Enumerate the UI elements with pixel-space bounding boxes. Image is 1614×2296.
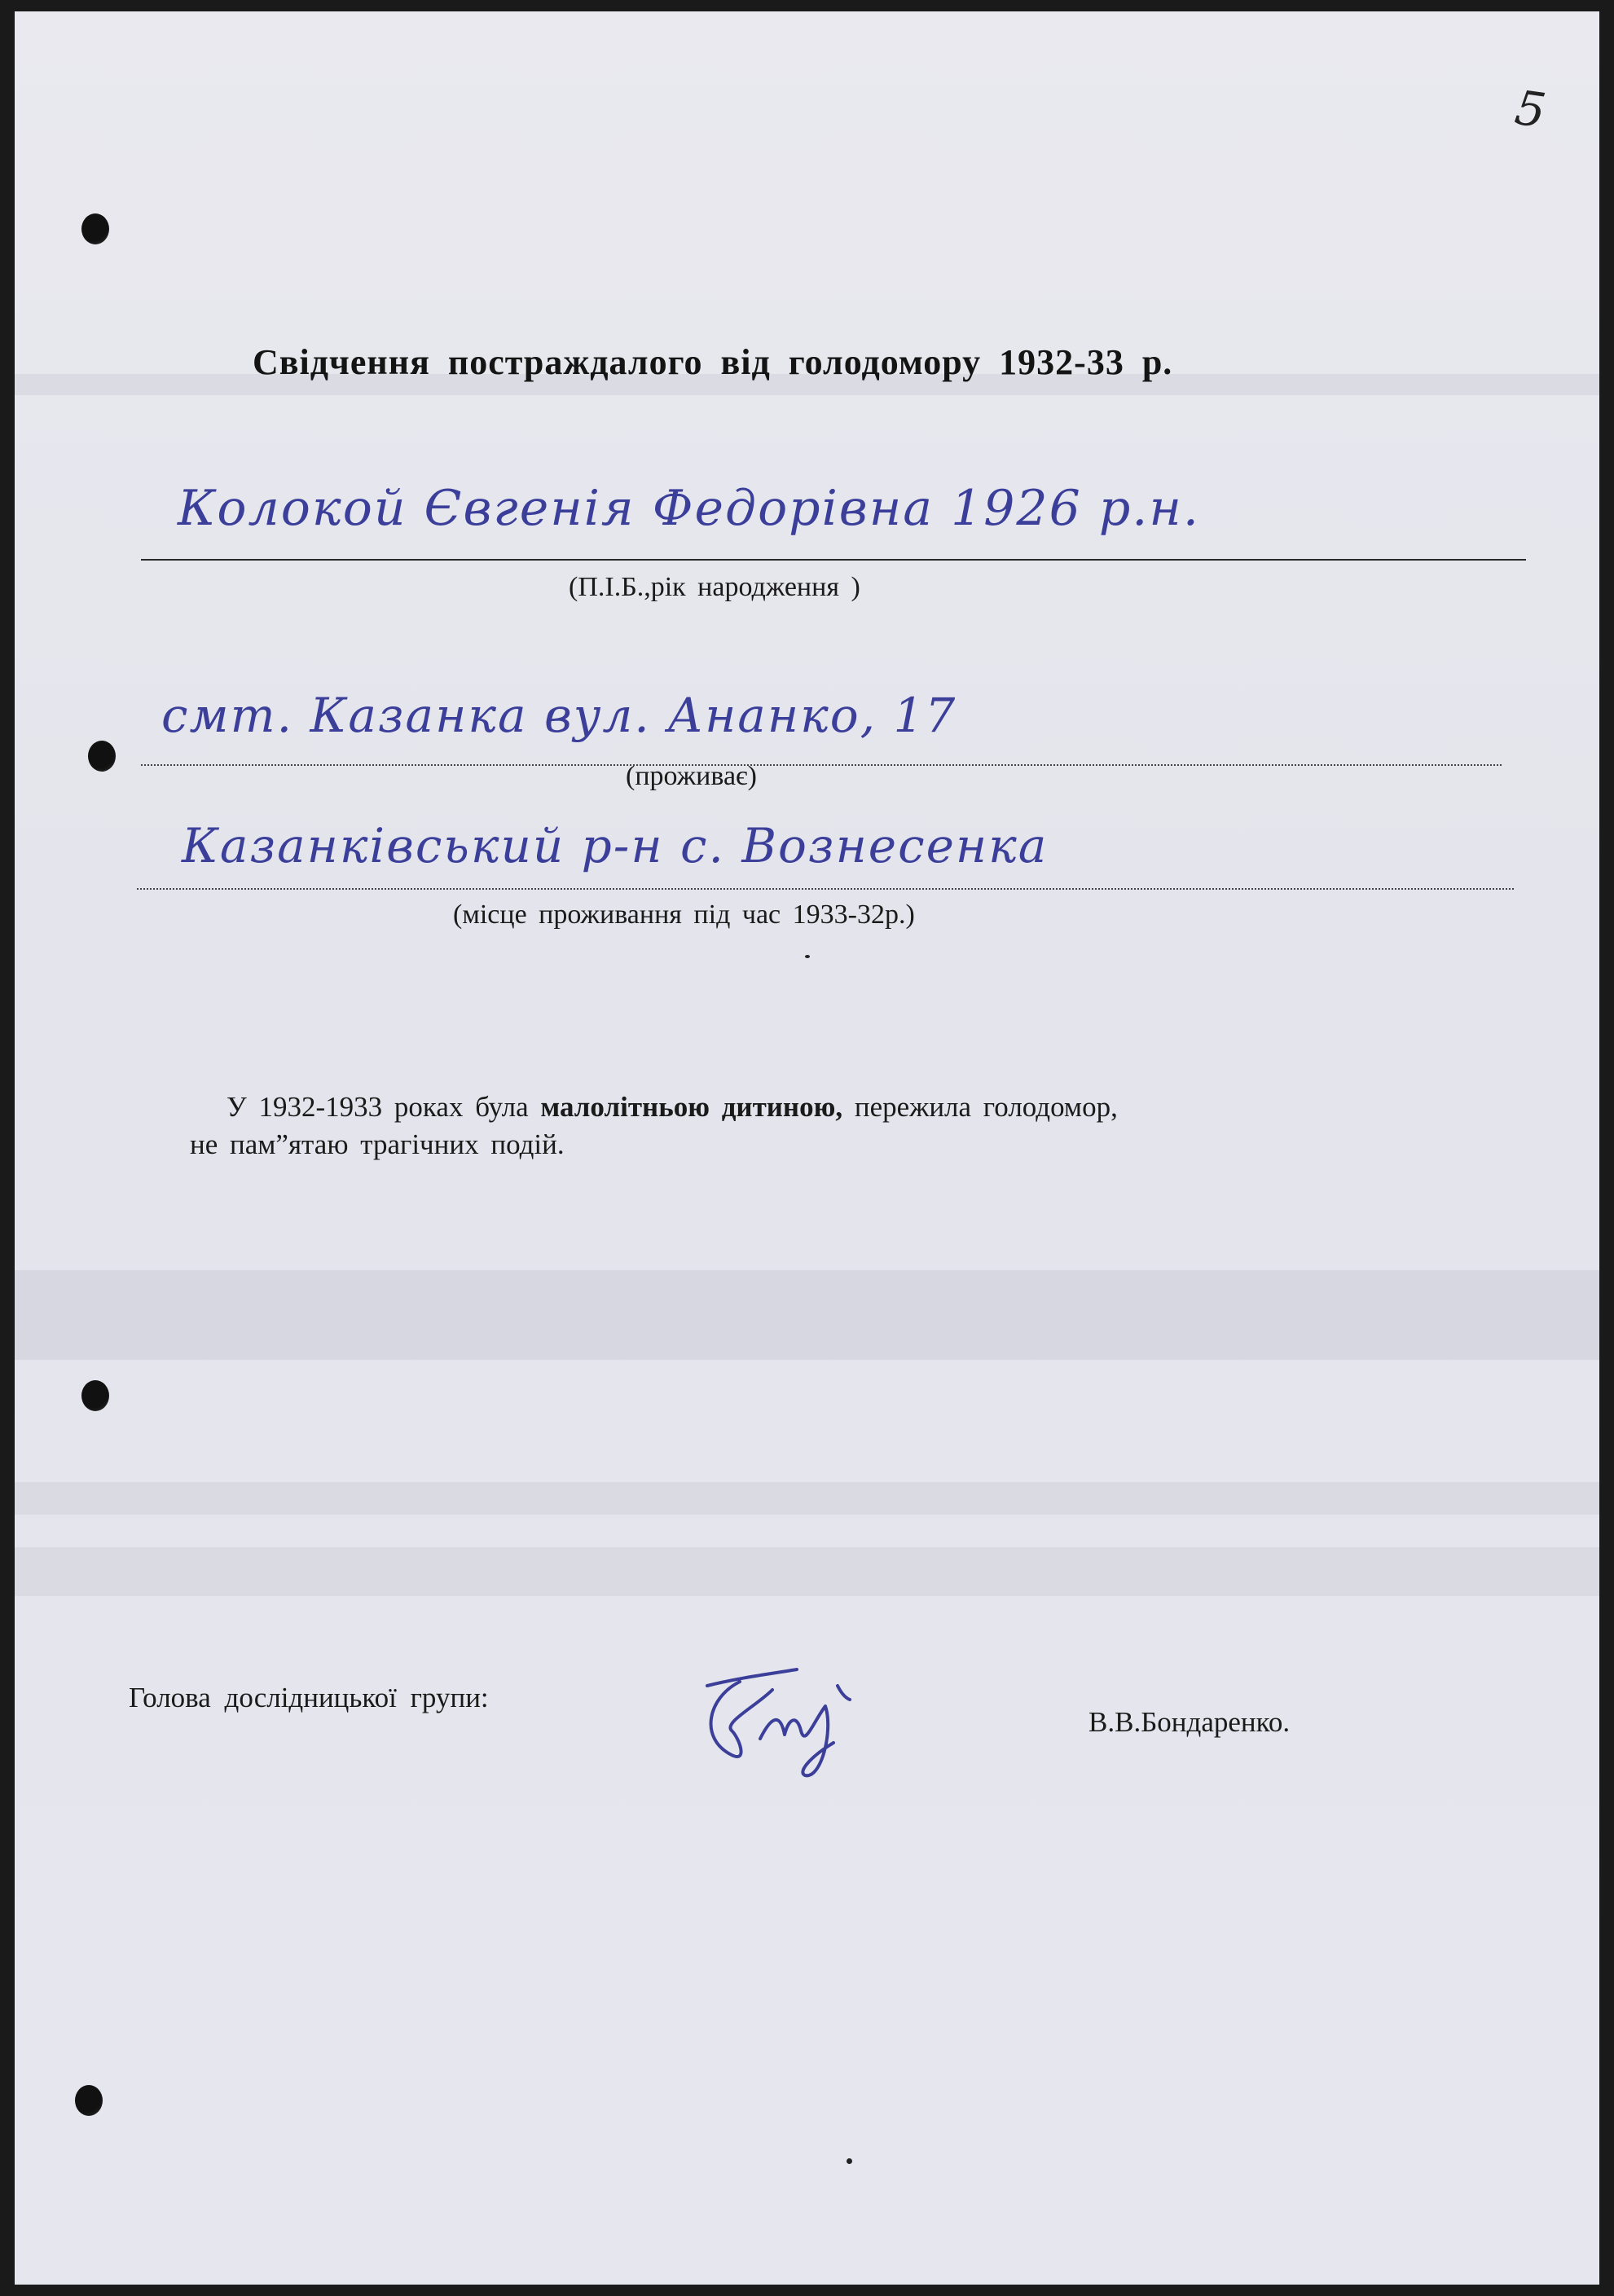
document-page [15, 11, 1599, 2285]
statement-part1: У 1932-1933 роках була [226, 1091, 541, 1123]
scan-band [15, 1482, 1599, 1515]
statement-text [190, 1089, 1428, 1163]
signature-label: Голова дослідницької групи: [129, 1682, 489, 1713]
place-underline [137, 888, 1514, 890]
document-title: Свідчення постраждалого від голодомору 1932-33 р. [253, 342, 1173, 382]
punch-hole [81, 213, 109, 244]
speck [805, 955, 810, 958]
statement-part2: пережила голодомор, [842, 1091, 1118, 1123]
archive-page-number: 5 [1511, 79, 1550, 139]
punch-hole [88, 741, 116, 772]
handwritten-name: Колокой Євгенія Федорівна 1926 р.н. [178, 480, 1200, 537]
handwritten-place: Казанківський р-н с. Вознесенка [182, 818, 1049, 873]
speck [847, 2158, 852, 2164]
punch-hole [75, 2085, 103, 2116]
handwritten-residence: смт. Казанка вул. Ананко, 17 [161, 688, 957, 743]
residence-caption: (проживає) [626, 761, 757, 791]
scan-band [15, 1547, 1599, 1596]
place-caption: (місце проживання під час 1933-32р.) [453, 899, 915, 930]
scan-band [15, 1270, 1599, 1360]
statement-line-1 [190, 1089, 1428, 1126]
handwritten-signature [683, 1649, 895, 1779]
name-caption: (П.І.Б.,рік народження ) [569, 572, 860, 602]
statement-line-2: не пам”ятаю трагічних подій. [190, 1128, 565, 1160]
punch-hole [81, 1380, 109, 1411]
name-underline [141, 559, 1526, 561]
signatory-name: В.В.Бондаренко. [1088, 1706, 1291, 1738]
residence-underline [141, 764, 1502, 766]
statement-bold: малолітньою дитиною, [540, 1091, 843, 1123]
